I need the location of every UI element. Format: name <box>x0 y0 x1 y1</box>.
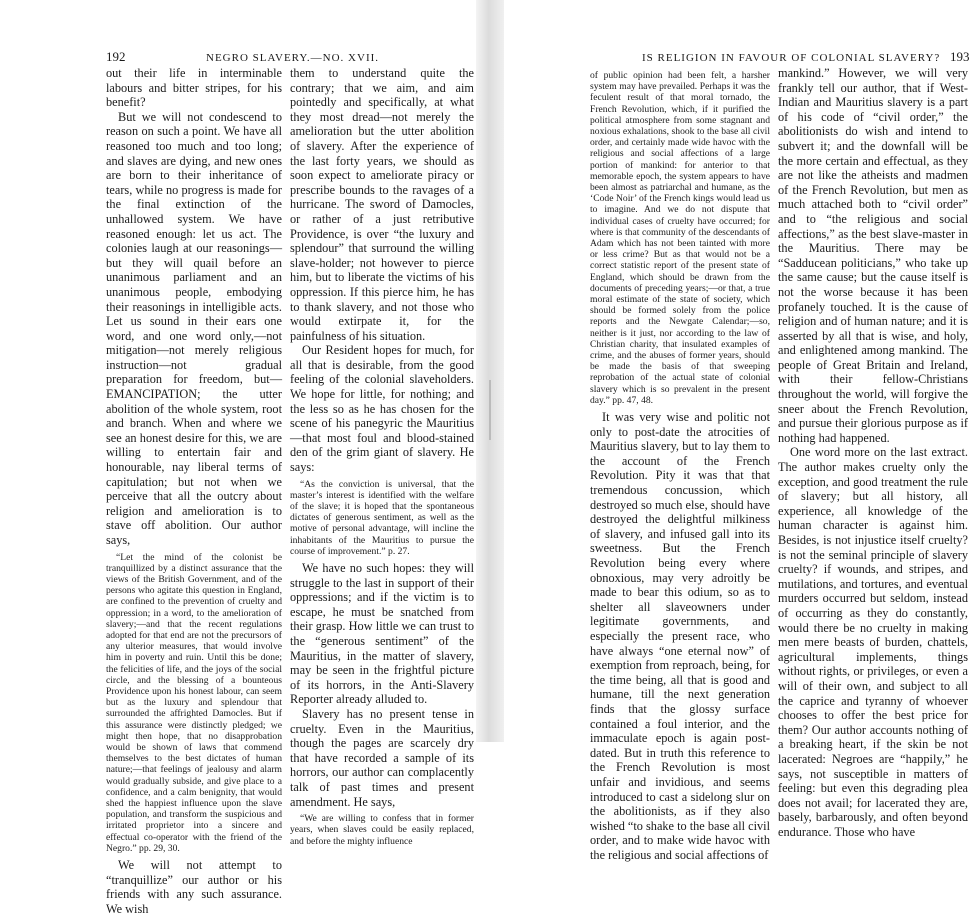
paragraph: We will not attempt to “tranquillize” our author or his friends with any such assurance. We wish <box>106 858 282 916</box>
quoted-paragraph: “As the conviction is universal, that the master’s interest is identified with the welfare of the slave; it is hoped that the spontaneous dictates of generous sentiment, as well as the motive of personal advantage, will incline the inhabitants of the Mauritius to pursue the course of improvement.” p. 27. <box>290 478 474 557</box>
text-column-4 <box>778 66 968 839</box>
page-number-left: 192 <box>106 49 126 64</box>
quoted-paragraph: “We are willing to confess that in former years, when slaves could be easily replaced, and before the mighty influence <box>290 813 474 847</box>
text-column-2 <box>290 66 474 847</box>
quoted-paragraph: “Let the mind of the colonist be tranquillized by a distinct assurance that the views of the British Government, and of the persons who agitate this question in England, are confined to the prevention of cruelty and oppression; in a word, to the amelioration of slavery;—and that the recent regulations adopted for that end are not the precursors of any ulterior measures, that would involve him in poverty and ruin. Until this be done; the felicities of life, and the joys of the social circle, and the blessing of a bounteous Providence upon his honest labour, can seem but as the luxury and splendour that surrounded the affrighted Damocles. But if this assurance were distinctly pledged; we might then hope, that no disapprobation would be shown of laws that commend themselves to the best dictates of human nature;—that feelings of jealousy and alarm would gradually subside, and give place to a confidence, and a calm benignity, that would shed the happiest influence upon the slave population, and transform the suspicious and irritated proprietor into a sincere and effectual co-operator with the friend of the Negro.” pp. 29, 30. <box>106 551 282 854</box>
paragraph: It was very wise and politic not only to post-date the atrocities of Mauritius slavery, but to lay them to the account of the French Revolution. Pity it was that that tremendous concussion, which destroyed so much else, should have destroyed the delightful milkiness of slavery, and infused gall into its sweetness. But the French Revolution being every where obnoxious, may very adroitly be made to bear this odium, so as to shelter all slaveowners under legitimate governments, and especially the present race, who have always “one eternal now” of exemption from reproach, being, for the time being, all that is good and humane, till the next generation finds that the glossy surface contained a foul interior, and the immaculate epoch is again post-dated. But in truth this reference to the French Revolution is most unfair and invidious, and seems introduced to cast a sidelong slur on the abolitionists, as if they also wished “to shake to the base all civil order, and to make wide havoc with the religious and social affections of <box>590 410 770 862</box>
paragraph: out their life in interminable labours and bitter stripes, for his benefit? <box>106 66 282 110</box>
paragraph: Our Resident hopes for much, for all that is desirable, from the good feeling of the colonial slaveholders. We hope for little, for nothing; and the less so as he has chosen for the scene of his panegyric the Mauritius—that most foul and blood-stained den of the grim giant of slavery. He says: <box>290 343 474 475</box>
quoted-paragraph: of public opinion had been felt, a harsher system may have prevailed. Perhaps it was the feculent result of that moral tornado, the French Revolution, which, if it purified the political atmosphere from some stagnant and noxious exhalations, shook to the base all civil order, and certainly made wide havoc with the religious and social affections of a large portion of mankind: for anterior to that memorable epoch, the system appears to have been almost as patriarchal and humane, as the ‘Code Noir’ of the French kings would lead us to imagine. And we do not dispute that individual cases of cruelty have occurred; for where is that community of the descendants of Adam which has not been tainted with more or less crime? But as that would not be a correct statistic report of the present state of England, which should be drawn from the documents of preceding years;—or that, a true moral estimate of the state of society, which should be formed solely from the police reports and the Newgate Calendar;—so, neither is it just, nor according to the law of Christian charity, that insulated examples of crime, and the abuses of former years, should be made the basis of that sweeping reprobation of the actual state of colonial slavery which is so prevalent in the present day.” pp. 47, 48. <box>590 70 770 406</box>
running-head-left: NEGRO SLAVERY.—NO. XVII. <box>206 52 380 64</box>
text-column-1 <box>106 66 282 916</box>
paragraph: But we will not condescend to reason on such a point. We have all reasoned too much and too long; and slaves are dying, and new ones are born to their inheritance of tears, while no progress is made for the final extinction of the unhallowed system. We have reasoned enough: let us act. The colonies laugh at our reasonings—but they will quail before an unanimous parliament and an unanimous people, embodying their reasonings in intelligible acts. Let us sound in their ears one word, and one word only,—not mitigation—not merely religious instruction—not gradual preparation for freedom, but—EMANCIPATION; the utter abolition of the whole system, root and branch. When and where we see an honest desire for this, we are willing to entertain fair and honourable, nay liberal terms of capitulation; but not when we perceive that all the outcry about religion and amelioration is to stave off abolition. Our author says, <box>106 109 282 547</box>
paragraph: Slavery has no present tense in cruelty. Even in the Mauritius, though the pages are scarcely dry that have recorded a sample of its horrors, our author can complacently talk of past times and present amendment. He says, <box>290 706 474 809</box>
paragraph: We have no such hopes: they will struggle to the last in support of their oppressions; and if the victim is to escape, he must be snatched from their grasp. How little we can trust to the “generous sentiment” of the Mauritius, in the matter of slavery, may be seen in the frightful picture of its horrors, in the Anti-Slavery Reporter already alluded to. <box>290 561 474 707</box>
running-head-right: IS RELIGION IN FAVOUR OF COLONIAL SLAVERY? <box>642 52 941 64</box>
book-gutter <box>476 0 504 742</box>
text-column-3 <box>590 66 770 862</box>
paragraph: mankind.” However, we will very frankly tell our author, that if West-Indian and Mauritius slavery is a part of his code of “civil order,” the abolitionists do wish and intend to subvert it; and the downfall will be the more certain and effectual, as they are not like the atheists and madmen of the French Revolution, but men as much attached both to “civil order” and to “the religious and social affections,” as the best slave-master in the Mauritius. There may be “Sadducean politicians,” who take up the same cause; but the cause itself is not the worse because it has been profanely touched. It is the cause of religion and of human nature; and it is asserted by all that is wise, and holy, and enlightened among mankind. The people of Great Britain and Ireland, with their fellow-Christians throughout the world, will forgive the sneer about the French Revolution, and pursue their glorious purpose as if nothing had happened. <box>778 66 968 445</box>
page-number-right: 193 <box>950 49 970 64</box>
paragraph: them to understand quite the contrary; that we aim, and aim pointedly and specifically, at what they most dread—not merely the amelioration but the utter abolition of slavery. After the experience of the last forty years, we should as soon expect to ameliorate piracy or prescribe bounds to the ravages of a hurricane. The sword of Damocles, or rather of a just retributive Providence, is over “the luxury and splendour” that surround the willing slave-holder; not however to pierce him, but to liberate the victims of his oppression. If this pierce him, he has to thank slavery, and not those who would extirpate it, for the painfulness of his situation. <box>290 66 474 343</box>
left-page <box>0 0 476 916</box>
paragraph: One word more on the last extract. The author makes cruelty only the exception, and good treatment the rule of slavery; but all history, all experience, all knowledge of the human character is against him. Besides, is not injustice itself cruelty? is not the seminal principle of slavery cruelty? if wounds, and stripes, and mutilations, and tortures, and eventual murders occurred but seldom, instead of occurring as they do constantly, would there be no cruelty in making men mere beasts of burden, chattels, agricultural implements, things without rights, or privileges, or even a will of their own, and subject to all the caprice and tyranny of whoever chooses to offer the best price for them? Our author accounts nothing of a breaking heart, if the skin be not lacerated: Negroes are “happily,” he says, not susceptible in matters of feeling: but even this degrading plea does not avail; for lacerated they are, basely, barbarously, and often beyond endurance. Those who have <box>778 445 968 839</box>
